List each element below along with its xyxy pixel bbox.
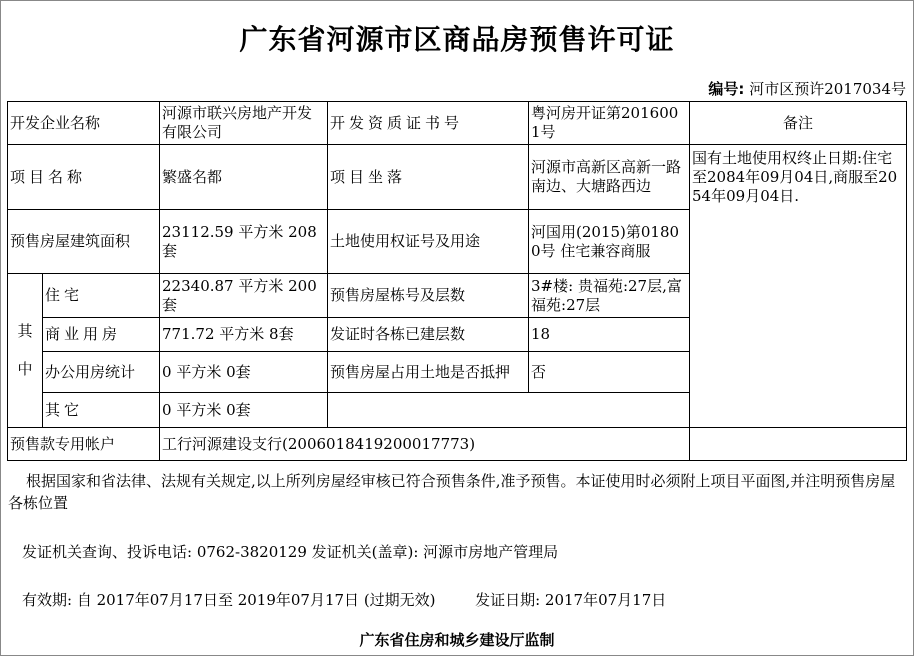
mortgage-label: 预售房屋占用土地是否抵押 [328, 352, 529, 393]
commercial-label: 商业用房 [43, 318, 160, 352]
empty-cell [328, 393, 690, 428]
remark-label: 备注 [690, 102, 907, 145]
other-label: 其它 [43, 393, 160, 428]
supervisor-line: 广东省住房和城乡建设厅监制 [359, 631, 555, 649]
floors-label: 发证时各栋已建层数 [328, 318, 529, 352]
remark-value: 国有土地使用权终止日期:住宅至2084年09月04日,商服至2054年09月04日. [690, 145, 907, 428]
breakdown-side-label [8, 274, 43, 428]
commercial-value: 771.72 平方米 8套 [160, 318, 328, 352]
issue-date: 发证日期: 2017年07月17日 [475, 591, 667, 609]
other-value: 0 平方米 0套 [160, 393, 328, 428]
license-number-label: 编号: [708, 80, 745, 98]
project-value: 繁盛名都 [160, 145, 328, 210]
location-value: 河源市高新区高新一路南边、大塘路西边 [529, 145, 690, 210]
area-value: 23112.59 平方米 208套 [160, 210, 328, 274]
floors-value: 18 [529, 318, 690, 352]
side-label-2: 中 [17, 360, 33, 378]
land-value: 河国用(2015)第01800号 住宅兼容商服 [529, 210, 690, 274]
account-value: 工行河源建设支行(2006018419200017773) [160, 428, 690, 461]
office-label: 办公用房统计 [43, 352, 160, 393]
developer-value: 河源市联兴房地产开发有限公司 [160, 102, 328, 145]
office-value: 0 平方米 0套 [160, 352, 328, 393]
residential-label: 住宅 [43, 274, 160, 318]
validity-line [22, 589, 914, 610]
area-label: 预售房屋建筑面积 [8, 210, 160, 274]
account-remark-empty [690, 428, 907, 461]
project-label: 项目名称 [8, 145, 160, 210]
contact-line: 发证机关查询、投诉电话: 0762-3820129 发证机关(盖章): 河源市房地产管理局 [22, 543, 559, 561]
license-number [708, 78, 906, 99]
developer-label: 开发企业名称 [8, 102, 160, 145]
license-number-value: 河市区预许2017034号 [749, 80, 906, 98]
mortgage-value: 否 [529, 352, 690, 393]
side-label-1: 其 [17, 322, 33, 340]
location-label: 项目坐落 [328, 145, 529, 210]
license-table [7, 101, 907, 461]
statement-paragraph: 根据国家和省法律、法规有关规定,以上所列房屋经审核已符合预售条件,准予预售。本证使用时必须附上项目平面图,并注明预售房屋各栋位置 [8, 472, 896, 512]
residential-value: 22340.87 平方米 200套 [160, 274, 328, 318]
document-title: 广东省河源市区商品房预售许可证 [239, 23, 675, 56]
cert-value: 粤河房开证第2016001号 [529, 102, 690, 145]
cert-label: 开发资质证书号 [328, 102, 529, 145]
land-label: 土地使用权证号及用途 [328, 210, 529, 274]
building-label: 预售房屋栋号及层数 [328, 274, 529, 318]
building-value: 3#楼: 贵福苑:27层,富福苑:27层 [529, 274, 690, 318]
account-label: 预售款专用帐户 [8, 428, 160, 461]
validity-period: 有效期: 自 2017年07月17日至 2019年07月17日 (过期无效) [22, 591, 436, 609]
